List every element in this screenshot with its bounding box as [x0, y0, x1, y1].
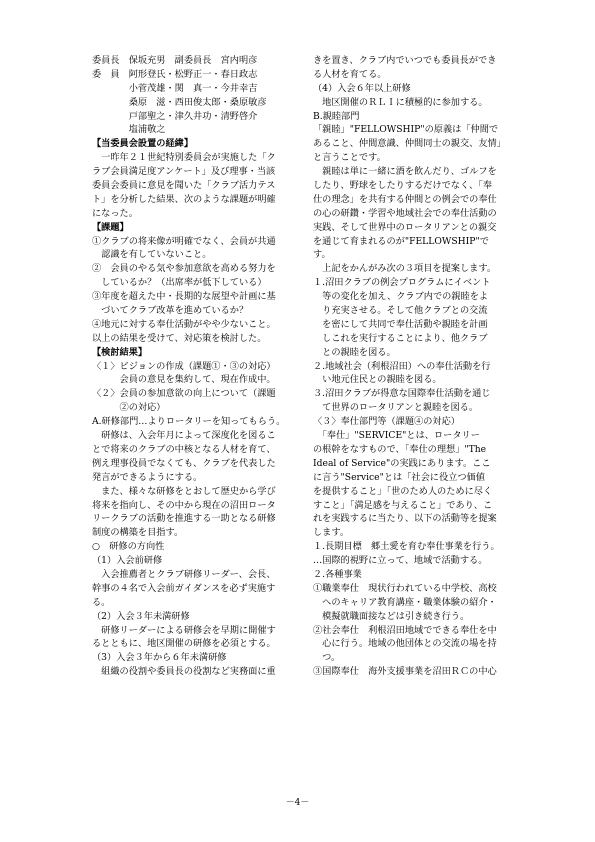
text-line: ２.各種事業	[313, 568, 362, 580]
text-line: 一昨年２１世紀特別委員会が実施した「ク	[92, 152, 276, 164]
text-line: の根幹をなすもので、「奉仕の理想」"The	[313, 443, 487, 455]
text-line: す。	[313, 249, 331, 261]
text-line: …国際的視野に立って、地域で活動する。	[313, 555, 488, 567]
text-line: 塩浦敬之	[92, 124, 166, 136]
text-line: る人材を育てる。	[313, 68, 387, 80]
page-number: －4－	[285, 798, 310, 808]
text-line: （2）入会３年未満研修	[92, 610, 190, 622]
text-line: したり、野球をしたりするだけでなく、「奉	[313, 180, 492, 192]
text-line: 親睦は単に一緒に酒を飲んだり、ゴルフを	[313, 166, 497, 178]
text-line: 心に行う。地域の他団体との交流の場を持	[313, 638, 497, 650]
text-line: しているか？（出席率が低下している）	[92, 277, 267, 289]
text-line: 上記をかんがみ次の３項目を提案します。	[313, 263, 497, 275]
text-line: また、様々な研修をとおして歴史から学び	[92, 485, 276, 497]
text-line: Ideal of Service"の実践にあります。ここ	[313, 457, 491, 469]
text-line: 模擬就職面接などは引き続き行う。	[313, 610, 470, 622]
text-line: 桑原 滋・西田俊太郎・桑原敏彦	[92, 96, 267, 108]
text-line: きを置き、クラブ内でいつでも委員長ができ	[313, 55, 497, 66]
text-line: ②社会奉仕 利根沼田地域でできる奉仕を中	[313, 624, 497, 636]
section-heading: 【検討結果】	[92, 346, 148, 358]
text-line: と言うことです。	[313, 152, 386, 164]
text-line: 認識を有していないこと。	[92, 249, 212, 261]
text-line: （4）入会６年以上研修	[313, 82, 411, 94]
text-line: とで将来のクラブの中核となる人材を育て、	[92, 443, 276, 455]
text-line: １.長期目標 郷土愛を育む奉仕事業を行う。	[313, 541, 500, 553]
text-line: 〈３〉奉仕部門等（課題④の対応）	[313, 416, 460, 428]
text-line: 地区開催のＲＬＩに積極的に参加する。	[313, 96, 488, 108]
text-line: に言う"Service"とは「社会に役立つ価値	[313, 471, 485, 483]
text-line: れを実践するに当たり、以下の活動等を提案	[313, 513, 497, 525]
text-line: 小菅茂雄・関 真一・今井幸吉	[92, 82, 258, 94]
text-line: 会員の意見を集約して、現在作成中。	[92, 374, 276, 386]
left-column	[92, 54, 302, 679]
text-line: ト」を分析した結果、次のような課題が明確	[92, 193, 276, 205]
text-line: 発言ができるようにする。	[92, 471, 203, 483]
text-line: ２.地域社会（利根沼田）への奉仕活動を行	[313, 360, 491, 372]
text-line: ② 会員のやる気や参加意欲を高める努力を	[92, 263, 276, 275]
text-line: 委 員 阿形登氏・松野正一・春日政志	[92, 68, 258, 80]
text-line: しこれを実行することにより、他クラブ	[313, 332, 488, 344]
text-line: 研修リーダーによる研修会を早期に開催す	[92, 624, 276, 636]
text-line: 委員長 保坂充男 副委員長 宮内明彦	[92, 55, 258, 66]
text-line: 実践、そして世界中のロータリアンとの親交	[313, 221, 497, 233]
text-line: 戸部聖之・津久井功・清野啓介	[92, 110, 258, 122]
text-line: の心の研鑽・学習や地域社会での奉仕活動の	[313, 207, 497, 219]
text-line: ①クラブの将来像が明確でなく、会員が共通	[92, 235, 276, 247]
text-line: ③国際奉仕 海外支援事業を沼田ＲＣの中心	[313, 666, 497, 678]
text-line: します。	[313, 527, 350, 539]
text-line: ④地元に対する奉仕活動がやや少ないこと。	[92, 318, 276, 330]
text-line: 〈１〉ビジョンの作成（課題①・③の対応）	[92, 360, 276, 372]
text-line: ３.沼田クラブが得意な国際奉仕活動を通じ	[313, 388, 491, 400]
text-line: 制度の構築を目指す。	[92, 527, 184, 539]
text-line: B.親睦部門	[313, 110, 360, 122]
section-heading: 【当委員会設置の経緯】	[92, 138, 194, 150]
text-line: 組織の役割や委員長の役割など実務面に重	[92, 666, 276, 678]
text-line: を密にして共同で奉仕活動や親睦を計画	[313, 318, 488, 330]
text-line: 入会推薦者とクラブ研修リーダー、会長、	[92, 568, 276, 580]
text-line: 幹事の４名で入会前ガイダンスを必ず実施す	[92, 582, 276, 594]
text-line: （1）入会前研修	[92, 555, 163, 567]
text-line: 仕の理念」を共有する仲間との例会での奉仕	[313, 193, 497, 205]
text-line: づいてクラブ改革を進めているか？	[92, 305, 249, 317]
section-heading: 【課題】	[92, 221, 129, 233]
text-line: A.研修部門…よりロータリーを知ってもらう。	[92, 416, 286, 428]
text-line: との親睦を図る。	[313, 346, 396, 358]
text-line: 〈２〉会員の参加意欲の向上について（課題	[92, 388, 276, 400]
text-line: になった。	[92, 207, 138, 219]
text-line: へのキャリア教育講座・職業体験の紹介・	[313, 596, 497, 608]
text-line: る。	[92, 596, 111, 608]
text-line: 委員会委員に意見を聞いた「クラブ活力テス	[92, 180, 276, 192]
text-line: リークラブの活動を推進する一助となる研修	[92, 513, 276, 525]
text-line: 以上の結果を受けて、対応策を検討した。	[92, 332, 267, 344]
text-line: 「親睦」"FELLOWSHIP"の原義は「仲間で	[313, 124, 499, 136]
text-line: ①職業奉仕 現状行われている中学校、高校	[313, 582, 497, 594]
text-line: ②の対応）	[92, 402, 166, 414]
text-line: ラブ会員満足度アンケート」及び理事・当該	[92, 166, 276, 178]
text-line: るとともに、地区開催の研修を必須とする。	[92, 638, 276, 650]
text-line: あること、仲間意識、仲間同士の親交、友情」	[313, 138, 506, 150]
text-line: い地元住民との親睦を図る。	[313, 374, 442, 386]
text-line: （3）入会３年から６年未満研修	[92, 652, 227, 664]
text-line: 「奉仕」"SERVICE"とは、ロータリー	[313, 430, 480, 442]
text-line: １.沼田クラブの例会プログラムにイベント	[313, 277, 491, 289]
text-line: ③年度を超えた中・長期的な展望や計画に基	[92, 291, 276, 303]
text-line: て世界のロータリアンと親睦を図る。	[313, 402, 479, 414]
text-line: り充実させる。そして他クラブとの交流	[313, 305, 488, 317]
text-line: を提供すること」「世のため人のために尽く	[313, 485, 493, 497]
text-line: を通じて育まれるのが"FELLOWSHIP"で	[313, 235, 489, 247]
text-line: すこと」「満足感を与えること」であり、こ	[313, 499, 493, 511]
text-line: 例え理事役員でなくても、クラブを代表した	[92, 457, 276, 469]
text-line: 将来を指向し、その中から現在の沼田ロータ	[92, 499, 276, 511]
text-line: ○ 研修の方向性	[92, 541, 165, 553]
right-column	[313, 54, 518, 679]
text-line: つ。	[313, 652, 341, 664]
text-line: 研修は、入会年月によって深度化を図るこ	[92, 430, 276, 442]
text-line: 等の変化を加え、クラブ内での親睦をよ	[313, 291, 489, 303]
